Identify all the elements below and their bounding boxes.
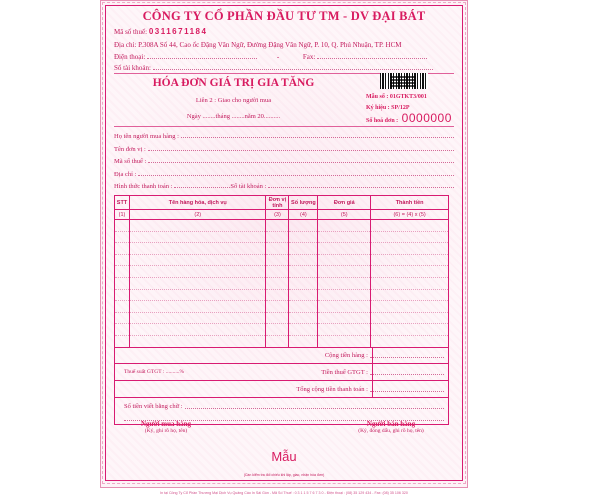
table-row[interactable] — [115, 324, 449, 336]
footer-note: (Cần kiểm tra đối chiếu khi lập, giao, nhận hóa đơn) — [243, 473, 325, 477]
invoice-copy: Liên 2 : Giao cho người mua — [195, 97, 272, 104]
buyer-tax-id-field[interactable] — [114, 158, 454, 165]
header-item-name: Tên hàng hóa, dịch vụ — [129, 196, 266, 210]
invoice-number: 0000000 — [401, 111, 452, 125]
table-index-row — [115, 210, 449, 220]
table-row[interactable] — [115, 231, 449, 243]
table-row[interactable] — [115, 301, 449, 313]
table-row[interactable] — [115, 243, 449, 255]
payment-field[interactable] — [114, 183, 454, 190]
fax-fill — [317, 53, 427, 59]
company-phone-line — [114, 53, 434, 61]
tax-id-label: Mã số thuế: — [114, 28, 148, 36]
seller-signature — [336, 420, 446, 434]
buyer-address-label: Địa chỉ : — [114, 171, 137, 178]
company-name: CÔNG TY CỔ PHẦN ĐẦU TƯ TM - DV ĐẠI BÁT — [142, 9, 426, 23]
seller-signature-note: (Ký, đóng dấu, ghi rõ họ, tên) — [358, 428, 424, 434]
printer-info: In tại Công Ty Cổ Phần Thương Mại Dịch Vụ Quảng Cáo In Sài Gòn - Mã Số Thuế : 0 3 1 1 5 7 6 7 3 0 - Điện thoại : (08) 35 129 434 - Fax: (08) 35 106 320 — [160, 491, 408, 495]
header-stt: STT — [115, 196, 130, 210]
unit-name-field[interactable] — [114, 146, 454, 153]
summary-block — [114, 347, 449, 425]
index-3: (3) — [266, 210, 289, 220]
index-4: (4) — [289, 210, 318, 220]
buyer-name-fill[interactable] — [181, 133, 454, 138]
buyer-signature — [111, 420, 221, 434]
amount-column-line — [372, 381, 373, 398]
payment-method-label: Hình thức thanh toán : — [114, 183, 173, 190]
title-divider — [114, 126, 454, 127]
form-number: Mẫu số : 01GTKT3/001 — [366, 94, 427, 100]
amount-column-line — [372, 347, 373, 364]
amount-in-words-label: Số tiền viết bằng chữ : — [124, 403, 183, 410]
unit-name-fill[interactable] — [148, 146, 454, 151]
subtotal-label: Cộng tiền hàng : — [324, 352, 368, 359]
invoice-title: HÓA ĐƠN GIÁ TRỊ GIA TĂNG — [152, 77, 315, 89]
payment-account-label: Số tài khoản : — [230, 183, 267, 190]
payment-account-fill[interactable] — [268, 183, 454, 188]
index-2: (2) — [129, 210, 266, 220]
vat-amount-label: Tiền thuế GTGT : — [321, 369, 368, 376]
index-6: (6) = (4) x (5) — [371, 210, 449, 220]
table-row[interactable] — [115, 277, 449, 289]
amount-column-line — [372, 364, 373, 381]
vat-row — [115, 364, 448, 381]
table-row[interactable] — [115, 220, 449, 232]
table-row[interactable] — [115, 289, 449, 301]
invoice-page — [100, 0, 468, 488]
items-table — [114, 195, 449, 348]
address-value: P.308A Số 44, Cao ốc Đặng Văn Ngữ, Đường Đặng Văn Ngữ, P. 10, Q. Phú Nhuận, TP. HCM — [138, 41, 402, 49]
buyer-signature-title: Người mua hàng — [140, 420, 192, 428]
buyer-tax-id-fill[interactable] — [148, 158, 454, 163]
buyer-signature-note: (Ký, ghi rõ họ, tên) — [144, 428, 188, 434]
company-tax-id-line — [114, 27, 207, 36]
company-address-line — [114, 41, 402, 49]
fax-label: Fax: — [302, 53, 316, 61]
tax-id-value: 0311671184 — [148, 27, 208, 36]
barcode-image — [380, 73, 428, 89]
total-value[interactable] — [370, 391, 444, 392]
seller-signature-title: Người bán hàng — [366, 420, 416, 428]
account-fill — [153, 64, 433, 70]
subtotal-row — [115, 347, 448, 364]
table-row[interactable] — [115, 266, 449, 278]
header-amount: Thành tiền — [371, 196, 449, 210]
subtotal-value[interactable] — [370, 357, 444, 358]
phone-separator: - — [276, 53, 280, 61]
index-1: (1) — [115, 210, 130, 220]
buyer-tax-id-label: Mã số thuế : — [114, 158, 147, 165]
header-quantity: Số lượng — [289, 196, 318, 210]
sample-watermark: Mẫu — [271, 449, 297, 464]
header-unit: Đơn vị tính — [266, 196, 289, 210]
invoice-number-label: Số hoá đơn : — [366, 118, 399, 124]
amount-in-words-line-1[interactable] — [185, 408, 444, 409]
invoice-number-line — [366, 111, 452, 125]
vat-amount-value[interactable] — [370, 374, 444, 375]
invoice-date-line: Ngày ........tháng ........năm 20.......... — [186, 113, 281, 120]
phone-label: Điện thoại: — [114, 53, 146, 61]
total-row — [115, 381, 448, 398]
company-account-line — [114, 64, 434, 72]
buyer-name-label: Họ tên người mua hàng : — [114, 133, 179, 140]
index-5: (5) — [318, 210, 371, 220]
total-label: Tổng cộng tiền thanh toán : — [296, 386, 368, 393]
header-unit-price: Đơn giá — [318, 196, 371, 210]
vat-rate-label: Thuế suất GTGT : ..........% — [124, 369, 185, 375]
buyer-name-field[interactable] — [114, 133, 454, 140]
table-header-row — [115, 196, 449, 210]
buyer-address-fill[interactable] — [138, 171, 454, 176]
phone-fill — [147, 53, 257, 59]
account-label: Số tài khoản: — [114, 64, 151, 72]
table-row[interactable] — [115, 335, 449, 347]
unit-name-label: Tên đơn vị : — [114, 146, 146, 153]
table-row[interactable] — [115, 312, 449, 324]
address-label: Địa chỉ: — [114, 41, 137, 49]
buyer-address-field[interactable] — [114, 171, 454, 178]
payment-method-fill[interactable] — [174, 183, 230, 188]
table-row[interactable] — [115, 254, 449, 266]
invoice-symbol: Ký hiệu : SP/12P — [366, 105, 410, 111]
